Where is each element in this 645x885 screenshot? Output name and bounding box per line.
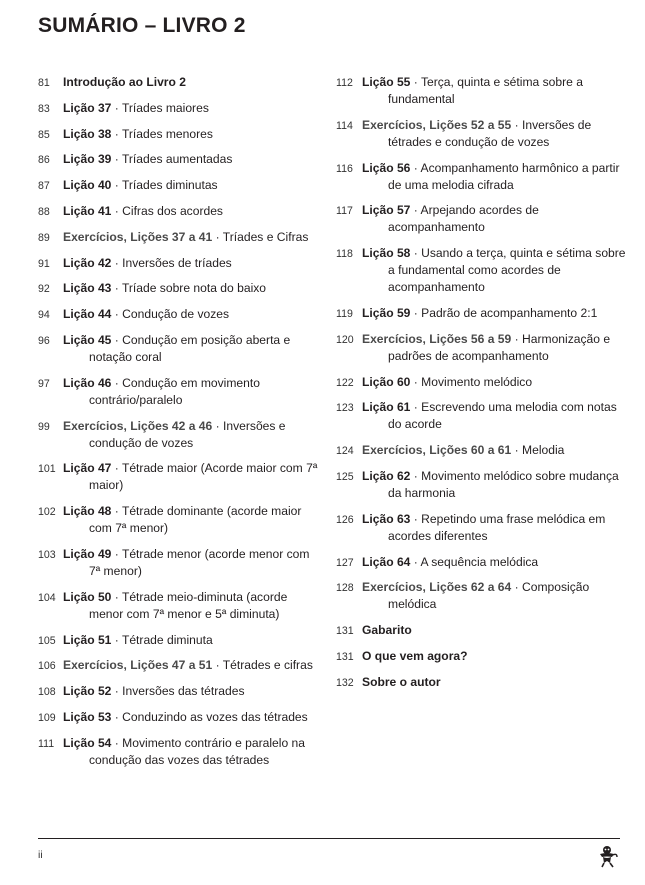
toc-entry-description: Usando a terça, quinta e sétima sobre a fundamental como acordes de acompanhamento [388,246,626,295]
toc-entry-text [63,203,318,220]
toc-entry-text [362,468,626,502]
footer-divider [38,838,620,839]
toc-entry-heading: Lição 50 [63,589,112,604]
toc-entry-text [63,74,318,91]
toc-separator: · [511,331,523,346]
toc-entry-description: Tríades aumentadas [121,152,233,167]
toc-left-column [38,74,318,778]
toc-entry [38,657,318,674]
toc-entry-heading: Lição 45 [63,332,112,347]
toc-separator: · [111,709,123,724]
toc-entry [38,74,318,91]
toc-entry-description: Escrevendo uma melodia com notas do acorde [388,400,617,432]
toc-entry-text [63,632,318,649]
toc-entry-description: Tríades menores [121,126,213,141]
toc-page-number: 99 [38,420,50,433]
toc-entry-heading: Lição 60 [362,374,411,389]
toc-entry [38,375,318,409]
toc-entry-text [63,683,318,700]
toc-page-number: 126 [336,513,354,526]
toc-entry-description: Tríades e Cifras [222,229,309,244]
toc-entry-text [362,305,626,322]
toc-page-number: 105 [38,634,56,647]
toc-page-number: 127 [336,556,354,569]
toc-entry-heading: Lição 52 [63,684,112,699]
toc-page-number: 94 [38,309,50,322]
toc-entry-heading: Lição 46 [63,375,112,390]
toc-separator: · [111,461,122,476]
toc-entry-text [63,709,318,726]
toc-page-number: 124 [336,445,354,458]
toc-entry-description: Inversões das tétrades [122,684,245,699]
toc-page-number: 92 [38,283,50,296]
toc-separator: · [111,632,122,647]
toc-page-number: 101 [38,463,56,476]
toc-entry-description: Melodia [522,443,565,458]
toc-page-number: 112 [336,77,353,89]
toc-entry [336,554,626,571]
toc-entry-heading: Lição 61 [362,400,411,415]
toc-entry-description: Padrão de acompanhamento 2:1 [421,305,598,320]
toc-entry [336,648,626,665]
toc-entry-heading: Lição 40 [63,178,112,193]
toc-separator: · [410,160,421,175]
toc-entry-heading: Exercícios, Lições 47 a 51 [63,658,213,673]
toc-entry-heading: Lição 49 [63,546,112,561]
toc-page-number: 91 [38,257,50,270]
toc-entry-description: Terça, quinta e sétima sobre a fundamental [388,75,583,106]
toc-entry [336,305,626,322]
toc-entry-description: Repetindo uma frase melódica em acordes diferentes [388,511,606,543]
toc-separator: · [410,246,422,261]
toc-entry-description: Condução em posição aberta e notação coral [89,332,291,364]
toc-entry [336,374,626,391]
toc-separator: · [410,75,421,89]
toc-separator: · [111,126,122,141]
toc-page-number: 131 [336,625,354,638]
toc-entry [336,442,626,459]
toc-entry-heading: Introdução ao Livro 2 [63,75,186,89]
toc-entry-heading: Exercícios, Lições 60 a 61 [362,443,512,458]
toc-entry-heading: Gabarito [362,623,412,638]
toc-page-number: 97 [38,377,50,390]
toc-entry [38,632,318,649]
toc-entry [336,579,626,613]
toc-entry-heading: Exercícios, Lições 62 a 64 [362,580,512,595]
toc-entry-heading: Lição 42 [63,255,112,270]
toc-page-number: 128 [336,582,354,595]
toc-entry-heading: Lição 38 [63,126,112,141]
toc-page-number: 88 [38,205,50,218]
toc-separator: · [111,375,123,390]
toc-separator: · [111,152,122,167]
toc-entry-description: Condução em movimento contrário/paralelo [89,375,260,407]
toc-entry-text [63,100,318,117]
toc-page-number: 83 [38,102,50,115]
toc-separator: · [111,504,122,519]
toc-entry-description: Harmonização e padrões de acompanhamento [388,331,611,363]
toc-separator: · [111,307,123,322]
toc-separator: · [212,229,223,244]
toc-entry [38,709,318,726]
toc-entry-description: Inversões de tríades [122,255,232,270]
toc-entry-heading: Lição 56 [362,160,411,175]
toc-entry-text [362,399,626,433]
toc-entry-heading: Exercícios, Lições 52 a 55 [362,117,512,132]
toc-separator: · [511,117,523,132]
toc-separator: · [511,580,523,595]
toc-entry-text [63,418,318,452]
toc-entry [336,622,626,639]
toc-entry-heading: Lição 64 [362,554,411,569]
toc-entry-description: Tétrades e cifras [222,658,313,673]
toc-entry-heading: Lição 57 [362,203,411,218]
toc-entry-heading: Exercícios, Lições 56 a 59 [362,331,512,346]
toc-entry-text [362,648,626,665]
toc-entry-text [362,554,626,571]
toc-entry-description: Tétrade maior (Acorde maior com 7ª maior) [89,461,318,493]
toc-entry [38,203,318,220]
toc-entry-heading: Lição 55 [362,75,411,89]
toc-entry-text [362,622,626,639]
toc-separator: · [212,418,224,433]
toc-entry-text [362,374,626,391]
toc-entry-text [362,579,626,613]
toc-entry-text [63,177,318,194]
toc-entry-text [362,245,626,296]
toc-separator: · [111,735,123,750]
toc-page-number: 111 [38,737,55,750]
toc-entry-text [63,503,318,537]
toc-separator: · [410,400,422,415]
toc-page-number: 87 [38,180,50,193]
toc-separator: · [111,589,122,604]
toc-entry-text [63,229,318,246]
toc-entry [38,418,318,452]
toc-entry [38,546,318,580]
toc-entry-description: Condução de vozes [122,307,230,322]
toc-entry-heading: Lição 41 [63,203,112,218]
toc-separator: · [511,443,523,458]
toc-entry-text [362,160,626,194]
toc-entry-heading: Lição 48 [63,504,112,519]
toc-entry [38,735,318,769]
toc-entry [336,331,626,365]
toc-entry [38,306,318,323]
toc-entry [336,117,626,151]
toc-page-number: 116 [336,162,353,175]
toc-page-number: 104 [38,591,56,604]
toc-separator: · [410,511,422,526]
toc-entry [336,160,626,194]
toc-separator: · [111,332,123,347]
toc-page-number: 109 [38,711,56,724]
toc-entry-heading: Lição 63 [362,511,411,526]
toc-page-number: 102 [38,506,56,519]
toc-separator: · [410,203,421,218]
toc-entry-description: Conduzindo as vozes das tétrades [122,709,308,724]
toc-entry-heading: Lição 44 [63,307,112,322]
toc-entry-description: Tríade sobre nota do baixo [121,281,267,296]
toc-entry [38,255,318,272]
toc-entry [336,74,626,108]
toc-entry-text [63,657,318,674]
toc-entry-text [362,442,626,459]
toc-entry [336,468,626,502]
toc-entry [336,511,626,545]
toc-separator: · [410,554,421,569]
toc-entry-heading: Lição 53 [63,709,112,724]
toc-entry-heading: Lição 37 [63,100,112,115]
toc-page-number: 106 [38,660,56,673]
toc-entry [38,332,318,366]
toc-page-number: 114 [336,119,353,132]
toc-entry-description: Inversões de tétrades e condução de vozes [388,117,592,149]
toc-entry-description: Tétrade dominante (acorde maior com 7ª menor) [89,504,302,536]
page-number: ii [38,849,43,861]
toc-entry-text [63,546,318,580]
toc-entry [38,151,318,168]
toc-separator: · [111,100,122,115]
toc-entry-heading: Lição 47 [63,461,112,476]
toc-page-number: 131 [336,650,354,663]
toc-entry-description: Movimento melódico sobre mudança da harmonia [388,468,619,500]
toc-entry-description: Movimento contrário e paralelo na condução das vozes das tétrades [89,735,306,767]
toc-separator: · [111,255,123,270]
toc-separator: · [111,281,122,296]
toc-entry-text [63,306,318,323]
toc-page-number: 117 [336,205,353,218]
toc-page-number: 89 [38,231,50,244]
toc-page-number: 118 [336,248,353,261]
toc-entry-heading: Lição 43 [63,281,112,296]
toc-entry-description: Tétrade diminuta [121,632,213,647]
toc-page-number: 81 [38,77,50,89]
toc-entry-heading: Lição 54 [63,735,112,750]
toc-entry-text [362,74,626,108]
toc-entry [38,683,318,700]
toc-entry [38,177,318,194]
toc-page-number: 125 [336,470,354,483]
toc-entry-text [63,280,318,297]
toc-entry [38,280,318,297]
toc-entry-text [362,511,626,545]
toc-page-number: 86 [38,154,50,167]
mascot-logo-icon [596,844,618,868]
toc-entry [38,100,318,117]
toc-separator: · [410,468,422,483]
toc-entry-heading: Lição 62 [362,468,411,483]
toc-entry-description: Arpejando acordes de acompanhamento [388,203,539,235]
toc-page-number: 85 [38,128,50,141]
toc-entry-text [63,151,318,168]
toc-separator: · [111,178,122,193]
toc-page-number: 132 [336,676,354,689]
toc-entry [38,503,318,537]
toc-entry-text [63,460,318,494]
toc-entry-text [362,202,626,236]
toc-page-number: 122 [336,376,354,389]
toc-entry-heading: O que vem agora? [362,648,468,663]
toc-entry-text [362,117,626,151]
toc-entry-text [63,735,318,769]
toc-page-number: 123 [336,402,354,415]
toc-entry-heading: Lição 58 [362,246,411,261]
toc-entry [38,126,318,143]
toc-entry-text [362,331,626,365]
toc-entry-heading: Lição 39 [63,152,112,167]
toc-entry-description: Tétrade meio-diminuta (acorde menor com 7ª menor e 5ª diminuta) [89,589,288,621]
toc-entry [336,202,626,236]
toc-entry-description: Tríades diminutas [121,178,218,193]
toc-entry-heading: Exercícios, Lições 37 a 41 [63,229,213,244]
toc-page-number: 96 [38,334,50,347]
toc-entry-heading: Lição 59 [362,305,411,320]
page-title: SUMÁRIO – LIVRO 2 [38,14,246,37]
toc-entry-description: Acompanhamento harmônico a partir de uma melodia cifrada [388,160,620,192]
toc-right-column [336,74,626,700]
toc-entry-text [63,126,318,143]
toc-page-number: 120 [336,333,354,346]
toc-entry [38,229,318,246]
toc-separator: · [410,374,422,389]
toc-entry-description: Cifras dos acordes [122,203,223,218]
toc-separator: · [111,684,123,699]
toc-entry-heading: Sobre o autor [362,674,441,689]
toc-entry-description: Inversões e condução de vozes [89,418,286,450]
toc-entry-text [63,255,318,272]
toc-page-number: 103 [38,548,56,561]
toc-separator: · [111,546,122,561]
toc-entry-text [63,589,318,623]
toc-entry-text [63,332,318,366]
toc-entry-description: Composição melódica [388,580,590,612]
toc-entry-text [63,375,318,409]
toc-separator: · [111,203,123,218]
toc-entry [336,674,626,691]
toc-entry-heading: Exercícios, Lições 42 a 46 [63,418,213,433]
toc-entry-text [362,674,626,691]
toc-entry-heading: Lição 51 [63,632,112,647]
toc-separator: · [410,305,422,320]
toc-entry-description: Tétrade menor (acorde menor com 7ª menor) [89,546,310,578]
toc-page-number: 108 [38,686,56,699]
toc-entry-description: A sequência melódica [420,554,539,569]
toc-entry-description: Movimento melódico [421,374,533,389]
toc-entry [38,460,318,494]
toc-entry [336,245,626,296]
toc-entry [336,399,626,433]
toc-entry [38,589,318,623]
toc-separator: · [212,658,223,673]
toc-entry-description: Tríades maiores [121,100,209,115]
toc-page-number: 119 [336,307,353,320]
